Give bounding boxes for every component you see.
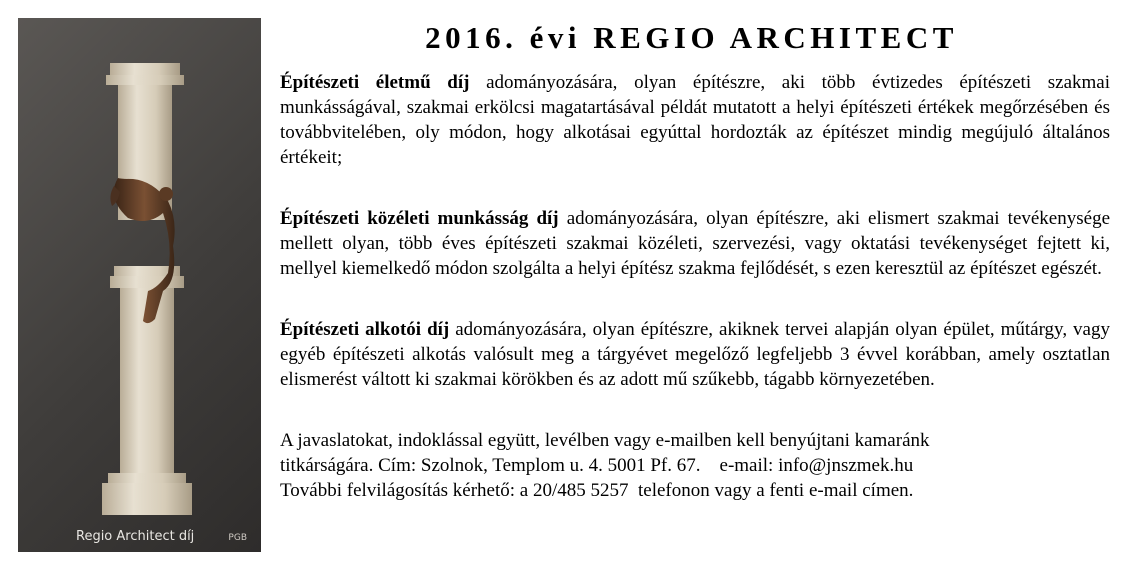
award-descriptions bbox=[280, 70, 1110, 503]
award-photo bbox=[18, 18, 261, 552]
column-statue-illustration bbox=[18, 18, 261, 552]
page-title: 2016. évi REGIO ARCHITECT bbox=[425, 20, 958, 55]
award-paragraph-creative bbox=[280, 317, 1110, 392]
contact-line: A javaslatokat, indoklással együtt, levélben vagy e-mailben kell benyújtani kamaránk bbox=[280, 430, 930, 451]
award-paragraph-lifetime bbox=[280, 70, 1110, 170]
contact-line: További felvilágosítás kérhető: a 20/485 5257 telefonon vagy a fenti e-mail címen. bbox=[280, 480, 914, 501]
award-text: adományozására, olyan építészre, aki több évtizedes építészeti szakmai munkásságával, szakmai erkölcsi magatartásával példát mutatott a helyi építészeti értékek megőrzésében és továbbvitelében, oly módon, hogy alkotásai egyúttal hordozták az építészet mindig megújuló általános értékeit; bbox=[280, 72, 1110, 168]
award-paragraph-public bbox=[280, 206, 1110, 281]
award-text: adományozására, olyan építészre, aki elismert szakmai tevékenysége mellett olyan, több éves építészeti szakmai közéleti, szervezési, vagy oktatási tevékenységet fejtett ki, mellyel kiemelkedő módon szolgálta a helyi építész szakma fejlődését, s ezen keresztül az építészet egészét. bbox=[280, 208, 1110, 279]
award-name: Építészeti életmű díj bbox=[280, 72, 470, 93]
award-text: adományozására, olyan építészre, akiknek tervei alapján olyan épület, műtárgy, vagy egyéb építészeti alkotás valósult meg a tárgyévet megelőző legfeljebb 3 évvel korábban, amely osztatlan elismerést váltott ki szakmai körökben és az adott mű szűkebb, tágabb környezetében. bbox=[280, 319, 1110, 390]
contact-line: titkárságára. Cím: Szolnok, Templom u. 4. 5001 Pf. 67. e-mail: info@jnszmek.hu bbox=[280, 455, 914, 476]
photo-credit: PGB bbox=[228, 533, 247, 543]
award-name: Építészeti közéleti munkásság díj bbox=[280, 208, 559, 229]
photo-caption: Regio Architect díj bbox=[76, 529, 195, 544]
contact-info bbox=[280, 428, 1110, 503]
award-name: Építészeti alkotói díj bbox=[280, 319, 450, 340]
